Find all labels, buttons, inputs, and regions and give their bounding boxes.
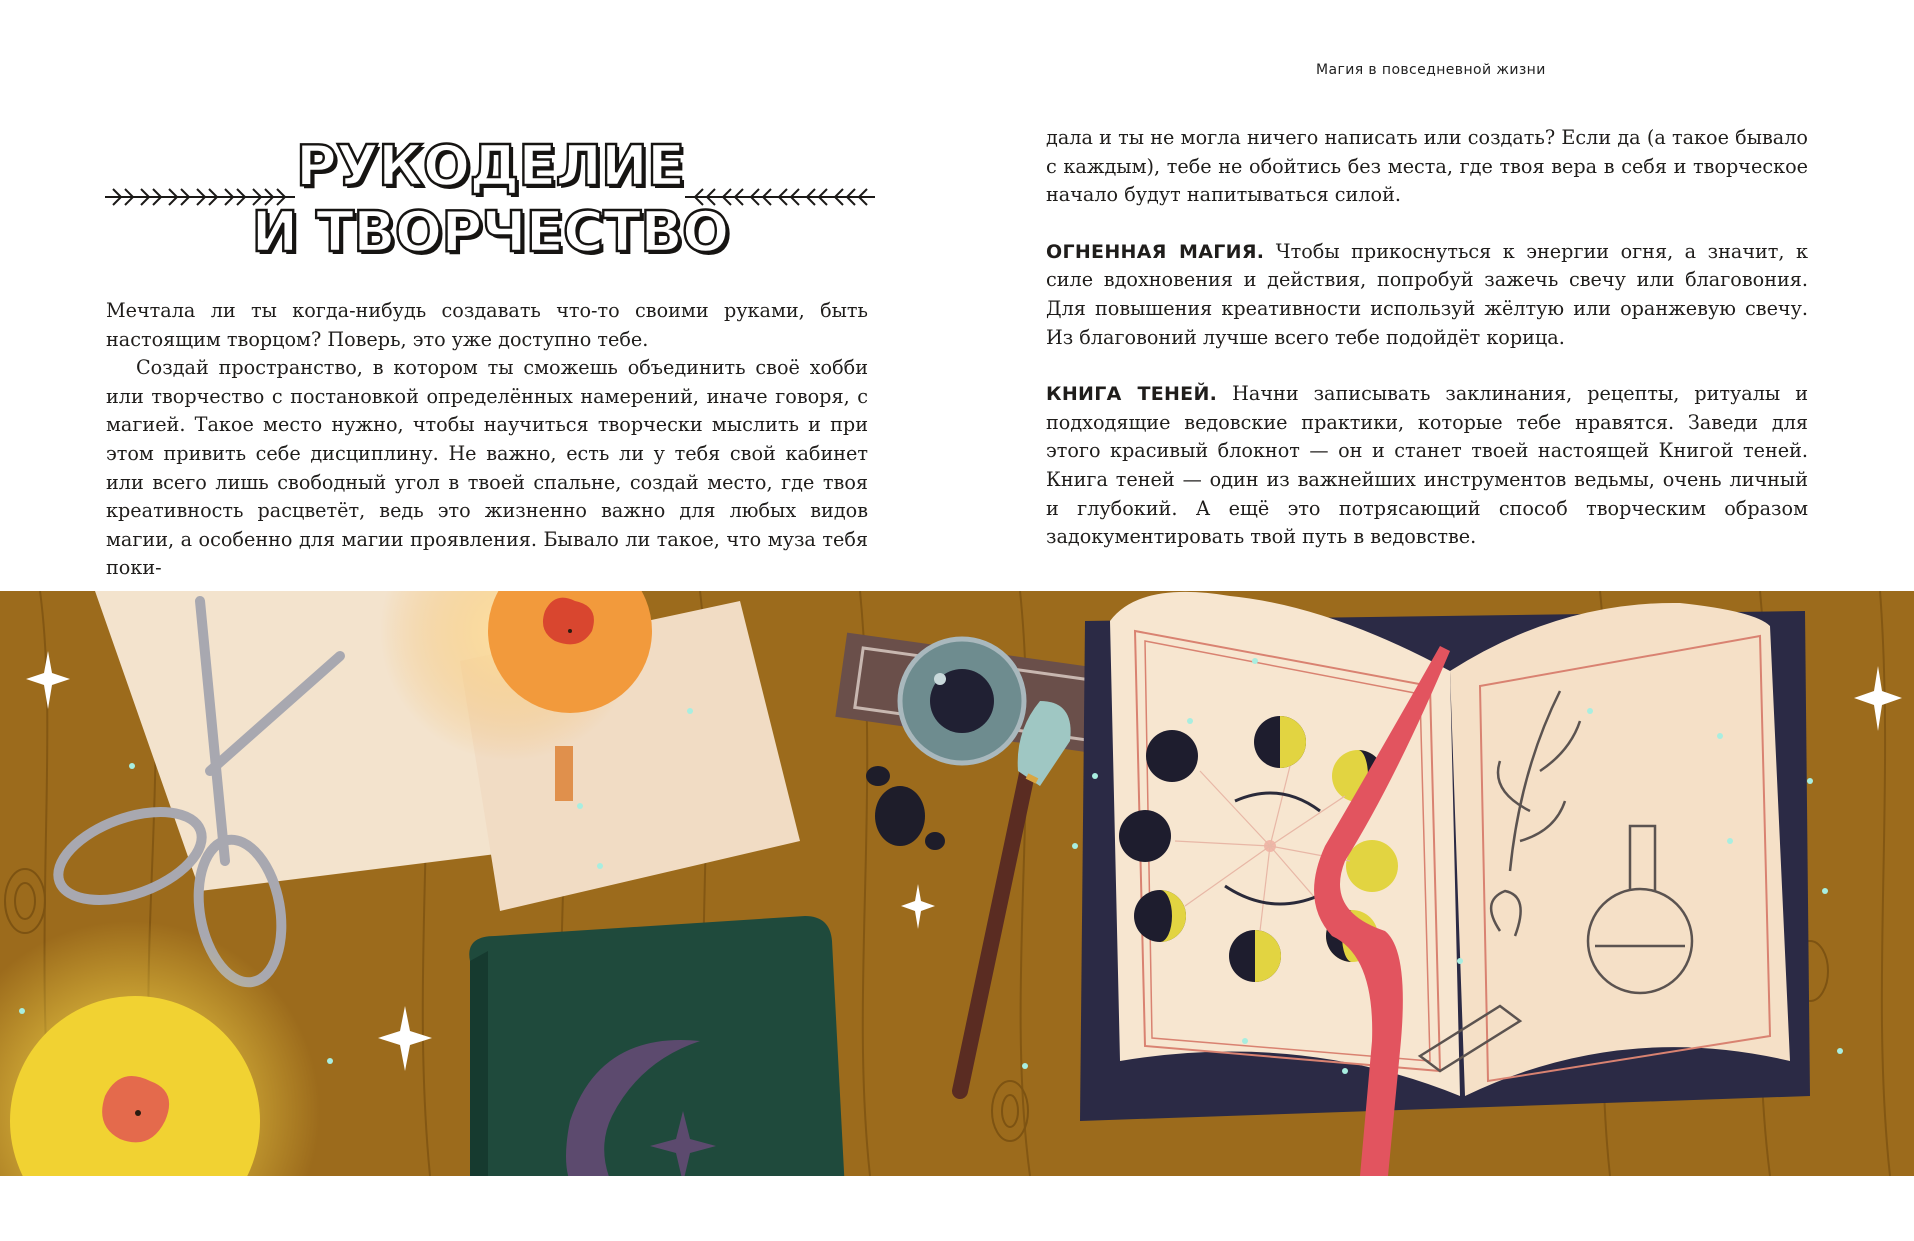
fire-magic-paragraph <box>1046 238 1808 352</box>
book-of-shadows-text: Начни записывать заклинания, рецепты, ритуалы и подходящие ведовские практики, которые тебе нравятся. Заведи для этого красивый блокнот — он и станет твоей настоящей Книгой теней. Книга теней — один из важнейших инструментов ведьмы, очень личный и глубокий. А ещё это потрясающий способ творческим образом задокументировать твой путь в ведовстве. <box>1046 382 1808 549</box>
book-of-shadows-lead: КНИГА ТЕНЕЙ. <box>1046 383 1218 406</box>
right-arrow-ornament <box>685 186 875 208</box>
desk-illustration <box>0 591 1914 1176</box>
heading-line-2: И ТВОРЧЕСТВО <box>251 200 729 265</box>
book-of-shadows-paragraph <box>1046 380 1808 552</box>
left-text-column <box>106 297 868 583</box>
continued-paragraph: дала и ты не могла ничего написать или создать? Если да (а такое бывало с каждым), тебе не обойтись без места, где твоя вера в себя и творческое начало будут напитываться силой. <box>1046 126 1808 207</box>
heading-line-1: РУКОДЕЛИЕ <box>295 134 685 199</box>
running-head: Магия в повседневной жизни <box>1316 62 1546 78</box>
body-paragraph: Создай пространство, в котором ты сможешь объединить своё хобби или творчество с постановкой определённых намерений, иначе говоря, с магией. Такое место нужно, чтобы научиться творчески мыслить и при этом привить себе дисциплину. Не важно, есть ли у тебя свой кабинет или всего лишь свободный угол в твоей спальне, создай место, где твоя креативность расцветёт, ведь это жизненно важно для любых видов магии, а особенно для магии проявления. Бывало ли такое, что муза тебя поки- <box>106 356 868 580</box>
book-of-shadows-illustration <box>1080 592 1810 1176</box>
intro-paragraph: Мечтала ли ты когда-нибудь создавать что-то своими руками, быть настоящим творцом? Поверь, это уже доступно тебе. <box>106 299 868 351</box>
right-text-column <box>1046 124 1808 552</box>
fire-magic-lead: ОГНЕННАЯ МАГИЯ. <box>1046 240 1265 263</box>
fire-magic-text: Чтобы прикоснуться к энергии огня, а значит, к силе вдохновения и действия, попробуй зажечь свечу или благовония. Для повышения креативности используй жёлтую или оранжевую свечу. Из благовоний лучше всего тебе подойдёт корица. <box>1046 239 1808 349</box>
chapter-heading <box>100 130 880 270</box>
